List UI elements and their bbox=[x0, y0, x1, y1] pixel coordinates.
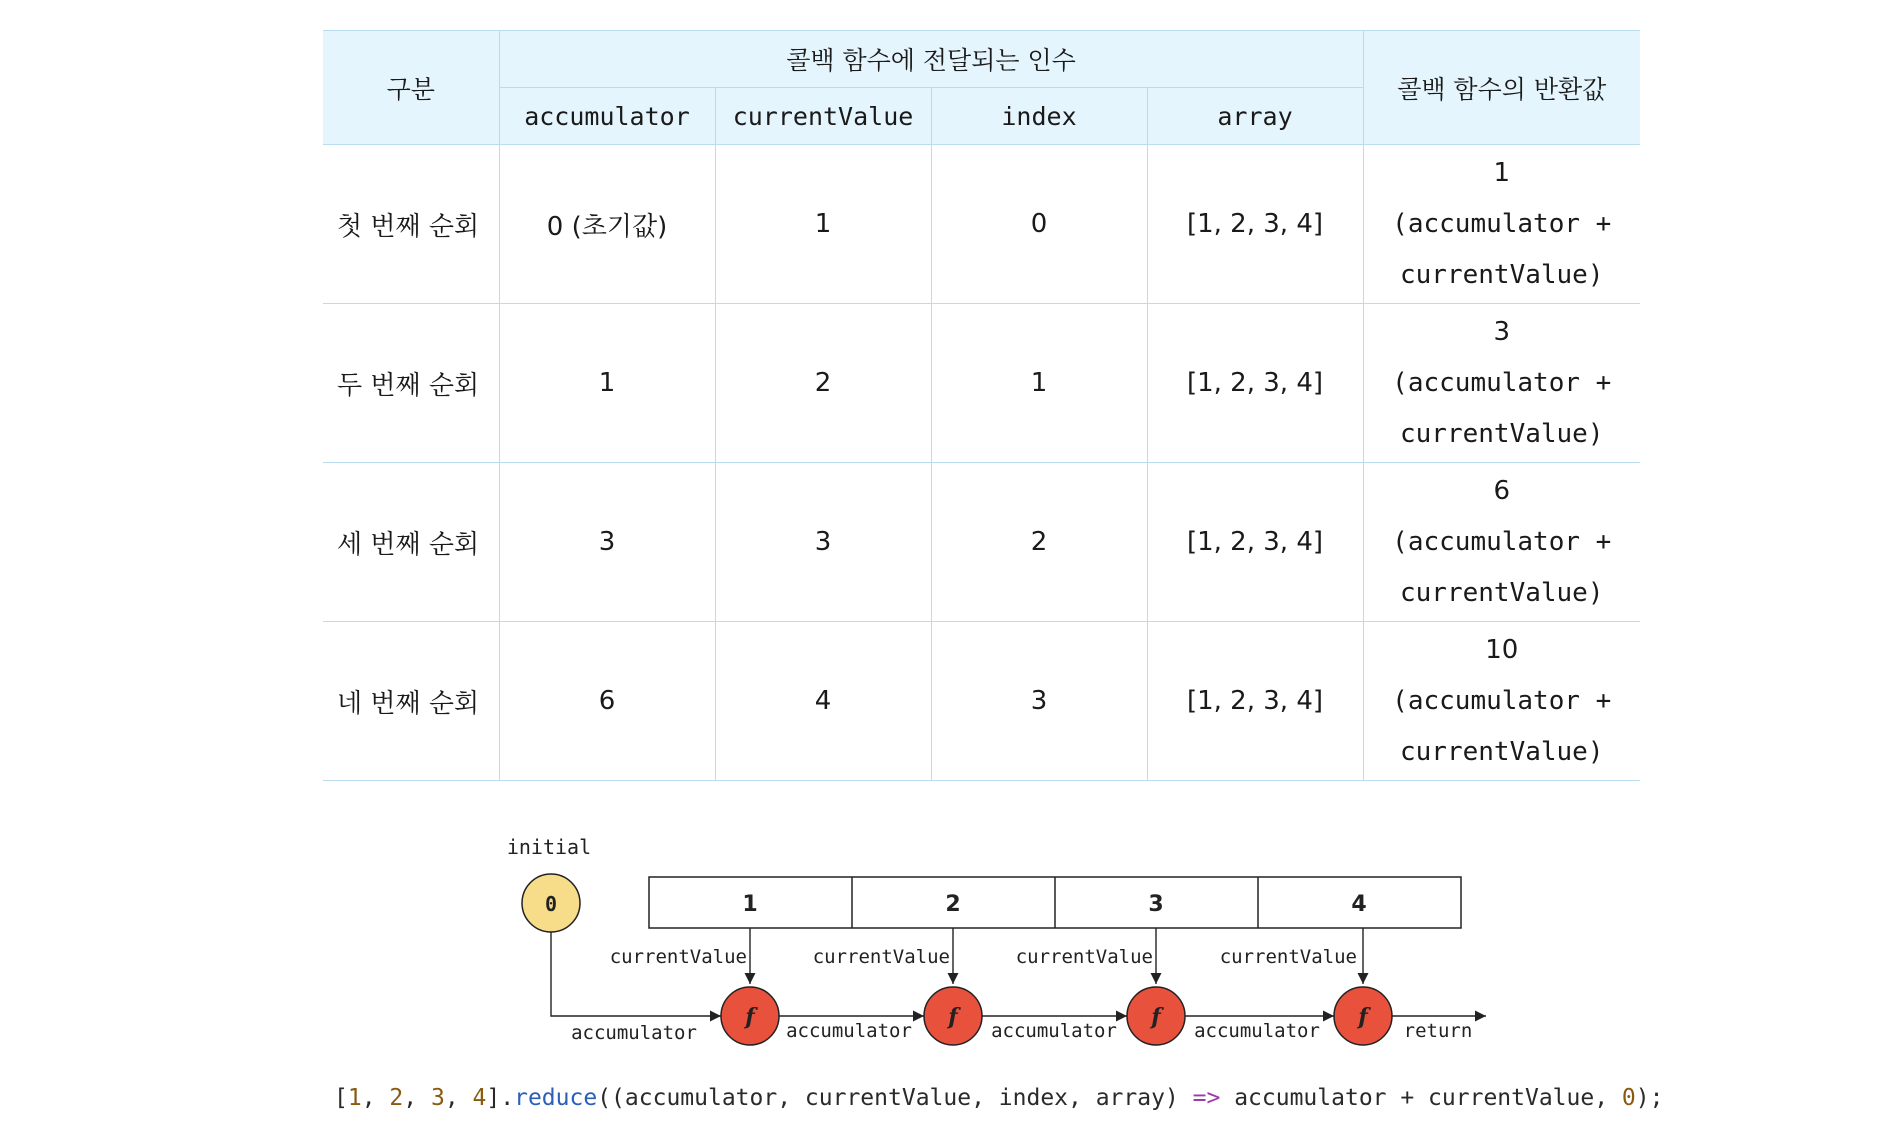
cell-accumulator: 1 bbox=[499, 304, 715, 463]
cell-accumulator: 3 bbox=[499, 463, 715, 622]
code-number: 4 bbox=[472, 1085, 487, 1111]
return-expression-line-1: (accumulator + bbox=[1392, 208, 1612, 239]
cell-array: [1, 2, 3, 4] bbox=[1147, 145, 1363, 304]
code-punct: , bbox=[403, 1085, 431, 1111]
initial-label: initial bbox=[506, 835, 592, 859]
function-symbol: f bbox=[745, 1004, 755, 1030]
cell-array: [1, 2, 3, 4] bbox=[1147, 304, 1363, 463]
row-label: 세 번째 순회 bbox=[323, 463, 499, 622]
code-number: 2 bbox=[389, 1085, 404, 1111]
return-expression-line-2: currentValue) bbox=[1400, 259, 1604, 290]
current-value-label: currentValue bbox=[1015, 946, 1153, 968]
code-body: accumulator + currentValue, bbox=[1220, 1085, 1622, 1111]
reduce-code-example bbox=[334, 1085, 1663, 1111]
code-punct: ]. bbox=[486, 1085, 515, 1111]
header-array: array bbox=[1147, 88, 1363, 145]
return-value: 6 bbox=[1493, 475, 1511, 506]
cell-array: [1, 2, 3, 4] bbox=[1147, 463, 1363, 622]
return-expression-line-2: currentValue) bbox=[1400, 736, 1604, 767]
header-category: 구분 bbox=[323, 31, 499, 145]
array-cell: 2 bbox=[945, 892, 961, 917]
code-close: ); bbox=[1635, 1085, 1664, 1111]
current-value-label: currentValue bbox=[1219, 946, 1357, 968]
cell-index: 0 bbox=[931, 145, 1147, 304]
cell-accumulator: 6 bbox=[499, 622, 715, 781]
code-number: 1 bbox=[347, 1085, 362, 1111]
current-value-label: currentValue bbox=[609, 946, 747, 968]
return-expression-line-2: currentValue) bbox=[1400, 418, 1604, 449]
current-value-label: currentValue bbox=[812, 946, 950, 968]
cell-current-value: 2 bbox=[715, 304, 931, 463]
row-label: 네 번째 순회 bbox=[323, 622, 499, 781]
return-expression-line-1: (accumulator + bbox=[1392, 685, 1612, 716]
cell-index: 1 bbox=[931, 304, 1147, 463]
code-method: reduce bbox=[514, 1085, 598, 1111]
code-params: ((accumulator, currentValue, index, array) bbox=[597, 1085, 1193, 1111]
code-arrow: => bbox=[1192, 1085, 1221, 1111]
header-callback-return: 콜백 함수의 반환값 bbox=[1363, 31, 1640, 145]
array-cell: 1 bbox=[742, 892, 758, 917]
accumulator-label: accumulator bbox=[1194, 1020, 1320, 1042]
function-symbol: f bbox=[948, 1004, 958, 1030]
cell-index: 2 bbox=[931, 463, 1147, 622]
header-accumulator: accumulator bbox=[499, 88, 715, 145]
return-label: return bbox=[1403, 1020, 1473, 1042]
cell-current-value: 1 bbox=[715, 145, 931, 304]
function-symbol: f bbox=[1151, 1004, 1161, 1030]
cell-current-value: 3 bbox=[715, 463, 931, 622]
initial-value: 0 bbox=[544, 892, 558, 916]
accumulator-label: accumulator bbox=[786, 1020, 912, 1042]
return-value: 10 bbox=[1485, 634, 1519, 665]
cell-index: 3 bbox=[931, 622, 1147, 781]
code-number: 3 bbox=[430, 1085, 445, 1111]
row-label: 두 번째 순회 bbox=[323, 304, 499, 463]
array-cell: 4 bbox=[1351, 892, 1367, 917]
header-index: index bbox=[931, 88, 1147, 145]
accumulator-label: accumulator bbox=[571, 1022, 697, 1044]
code-initial-value: 0 bbox=[1621, 1085, 1636, 1111]
accumulator-arrow bbox=[551, 932, 721, 1016]
return-expression-line-1: (accumulator + bbox=[1392, 526, 1612, 557]
header-callback-args: 콜백 함수에 전달되는 인수 bbox=[499, 31, 1363, 88]
code-punct: , bbox=[444, 1085, 473, 1111]
return-value: 3 bbox=[1493, 316, 1511, 347]
array-cell: 3 bbox=[1148, 892, 1164, 917]
cell-accumulator: 0 (초기값) bbox=[499, 145, 715, 304]
code-punct: , bbox=[361, 1085, 390, 1111]
return-expression-line-2: currentValue) bbox=[1400, 577, 1604, 608]
return-value: 1 bbox=[1493, 157, 1511, 188]
function-symbol: f bbox=[1358, 1004, 1368, 1030]
cell-current-value: 4 bbox=[715, 622, 931, 781]
header-current-value: currentValue bbox=[715, 88, 931, 145]
cell-array: [1, 2, 3, 4] bbox=[1147, 622, 1363, 781]
accumulator-label: accumulator bbox=[991, 1020, 1117, 1042]
row-label: 첫 번째 순회 bbox=[323, 145, 499, 304]
return-expression-line-1: (accumulator + bbox=[1392, 367, 1612, 398]
code-bracket: [ bbox=[334, 1085, 348, 1111]
